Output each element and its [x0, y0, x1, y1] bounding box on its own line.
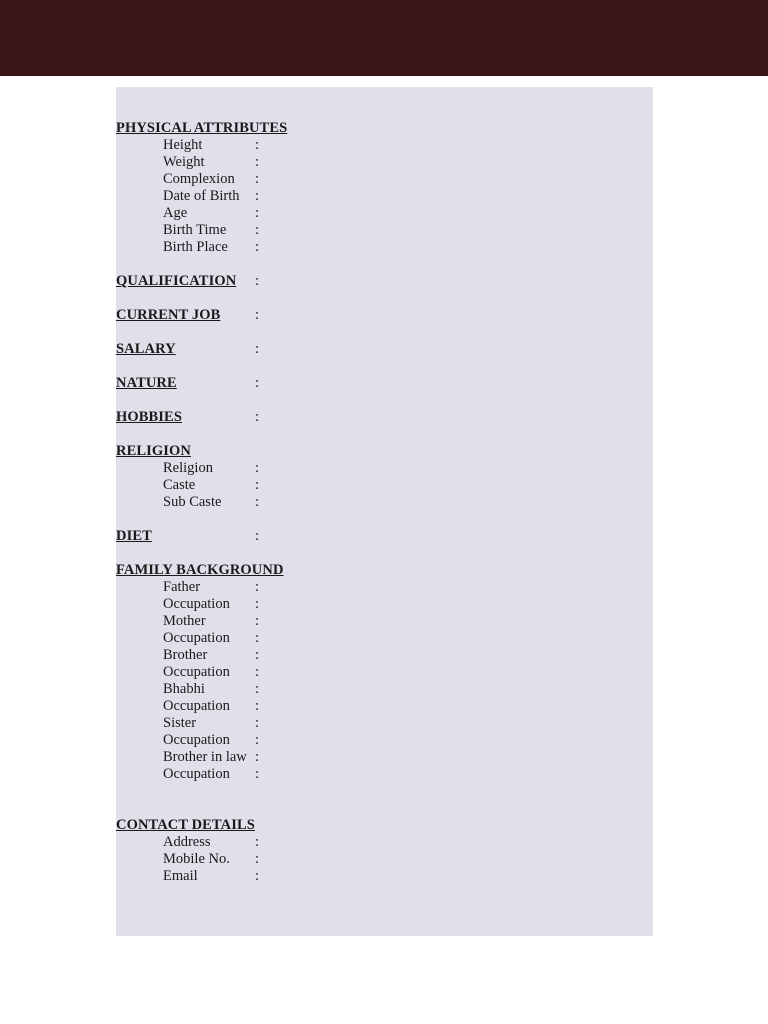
field-separator: : [255, 171, 260, 187]
field-row [116, 749, 653, 766]
field-separator: : [255, 375, 260, 391]
field-label: Sister [163, 715, 197, 731]
heading-nature-text: NATURE [116, 375, 177, 391]
field-separator: : [255, 834, 260, 850]
field-row [116, 239, 653, 256]
field-label: Religion [163, 460, 213, 476]
field-row [116, 137, 653, 154]
field-label: Occupation [163, 596, 230, 612]
field-label: Birth Time [163, 222, 227, 238]
field-label: Mother [163, 613, 206, 629]
heading-diet-text: DIET [116, 528, 152, 544]
field-label: Caste [163, 477, 196, 493]
heading-qualification [116, 273, 653, 290]
field-row [116, 613, 653, 630]
field-row [116, 222, 653, 239]
field-separator: : [255, 460, 260, 476]
field-separator: : [255, 749, 260, 765]
field-label: Height [163, 137, 203, 153]
heading-nature [116, 375, 653, 392]
field-row [116, 851, 653, 868]
field-row [116, 766, 653, 783]
field-row [116, 698, 653, 715]
field-label: Occupation [163, 630, 230, 646]
heading-contact-details [116, 817, 653, 834]
field-row [116, 664, 653, 681]
field-label: Weight [163, 154, 205, 170]
field-separator: : [255, 596, 260, 612]
field-label: Brother in law [163, 749, 247, 765]
field-row [116, 171, 653, 188]
heading-hobbies [116, 409, 653, 426]
field-separator: : [255, 477, 260, 493]
field-row [116, 834, 653, 851]
field-separator: : [255, 681, 260, 697]
field-row [116, 715, 653, 732]
field-separator: : [255, 222, 260, 238]
field-separator: : [255, 239, 260, 255]
field-separator: : [255, 630, 260, 646]
field-row [116, 477, 653, 494]
heading-current-job [116, 307, 653, 324]
field-label: Birth Place [163, 239, 228, 255]
field-separator: : [255, 409, 260, 425]
field-separator: : [255, 715, 260, 731]
heading-family-background-text: FAMILY BACKGROUND [116, 562, 284, 578]
field-separator: : [255, 766, 260, 782]
field-label: Complexion [163, 171, 235, 187]
heading-physical-attributes [116, 120, 653, 137]
field-separator: : [255, 579, 260, 595]
field-row [116, 630, 653, 647]
field-separator: : [255, 613, 260, 629]
field-separator: : [255, 868, 260, 884]
field-row [116, 579, 653, 596]
field-row [116, 188, 653, 205]
field-label: Bhabhi [163, 681, 205, 697]
field-separator: : [255, 137, 260, 153]
field-row [116, 647, 653, 664]
header-band [0, 0, 768, 76]
field-label: Date of Birth [163, 188, 240, 204]
field-row [116, 596, 653, 613]
field-separator: : [255, 647, 260, 663]
field-separator: : [255, 494, 260, 510]
heading-diet [116, 528, 653, 545]
field-row [116, 494, 653, 511]
field-label: Occupation [163, 664, 230, 680]
field-separator: : [255, 664, 260, 680]
field-separator: : [255, 851, 260, 867]
field-label: Mobile No. [163, 851, 230, 867]
field-label: Brother [163, 647, 208, 663]
field-label: Occupation [163, 698, 230, 714]
field-separator: : [255, 188, 260, 204]
field-row [116, 460, 653, 477]
heading-hobbies-text: HOBBIES [116, 409, 182, 425]
field-row [116, 868, 653, 885]
heading-salary [116, 341, 653, 358]
field-label: Email [163, 868, 198, 884]
biodata-content [116, 120, 653, 885]
field-label: Age [163, 205, 188, 221]
field-separator: : [255, 341, 260, 357]
field-row [116, 205, 653, 222]
field-separator: : [255, 528, 260, 544]
field-separator: : [255, 205, 260, 221]
field-label: Occupation [163, 766, 230, 782]
heading-physical-attributes-text: PHYSICAL ATTRIBUTES [116, 120, 288, 136]
heading-current-job-text: CURRENT JOB [116, 307, 221, 323]
field-label: Address [163, 834, 211, 850]
field-separator: : [255, 732, 260, 748]
field-row [116, 681, 653, 698]
field-separator: : [255, 307, 260, 323]
field-label: Occupation [163, 732, 230, 748]
field-label: Sub Caste [163, 494, 222, 510]
field-separator: : [255, 698, 260, 714]
heading-family-background [116, 562, 653, 579]
field-separator: : [255, 154, 260, 170]
field-separator: : [255, 273, 260, 289]
heading-qualification-text: QUALIFICATION [116, 273, 237, 289]
field-row [116, 154, 653, 171]
heading-salary-text: SALARY [116, 341, 176, 357]
heading-religion-text: RELIGION [116, 443, 191, 459]
heading-contact-details-text: CONTACT DETAILS [116, 817, 255, 833]
field-label: Father [163, 579, 201, 595]
field-row [116, 732, 653, 749]
heading-religion [116, 443, 653, 460]
